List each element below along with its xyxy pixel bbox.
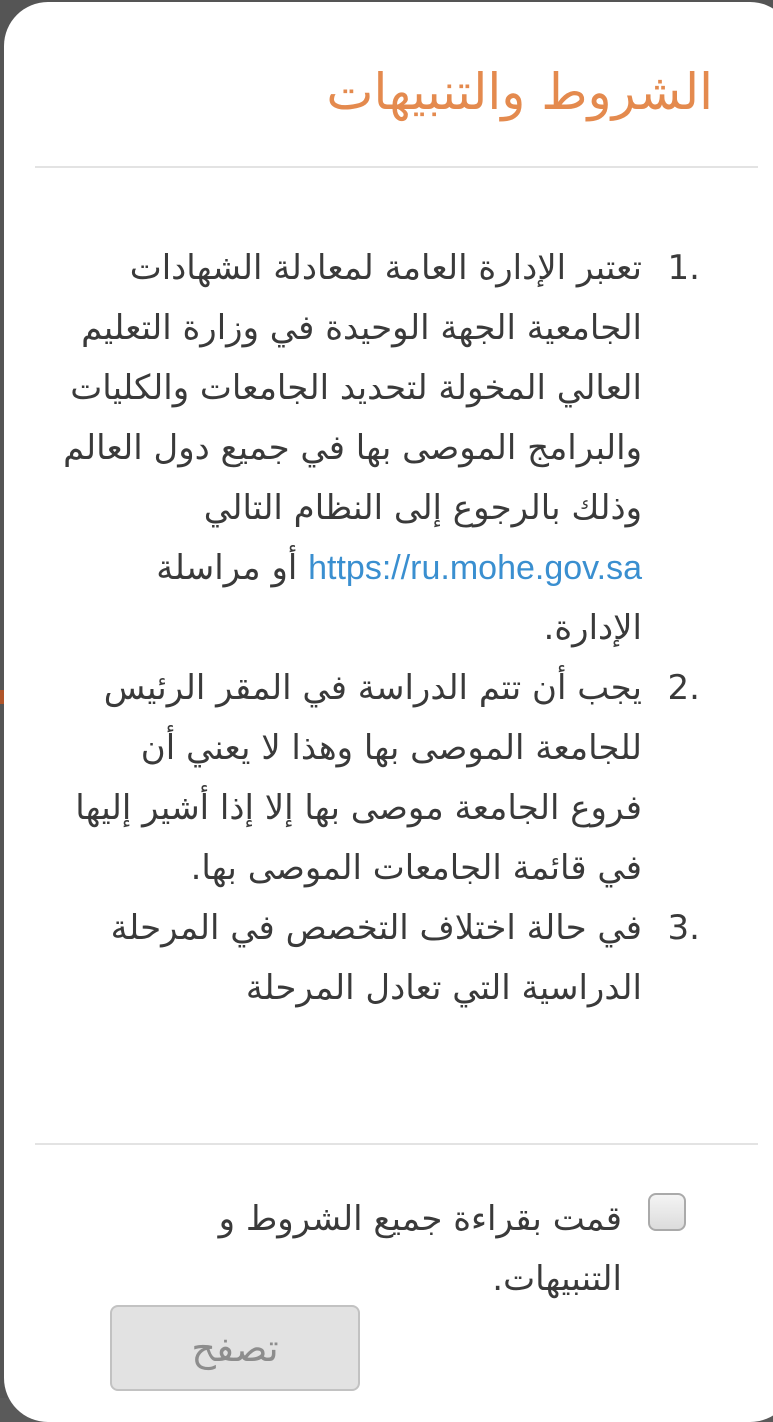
term-item-2 xyxy=(62,658,700,898)
term-number: 3. xyxy=(667,908,700,948)
mohe-ru-link[interactable]: https://ru.mohe.gov.sa xyxy=(308,549,642,587)
term-text-continued: أو مراسلة الإدارة. xyxy=(156,548,642,648)
browse-button[interactable]: تصفح xyxy=(110,1305,360,1391)
dialog-title: الشروط والتنبيهات xyxy=(326,63,713,121)
agree-row xyxy=(125,1189,685,1309)
term-text: في حالة اختلاف التخصص في المرحلة الدراسية التي تعادل المرحلة xyxy=(110,908,642,1008)
term-item-3 xyxy=(62,898,700,1018)
term-text: تعتبر الإدارة العامة لمعادلة الشهادات الجامعية الجهة الوحيدة في وزارة التعليم العالي المخولة لتحديد الجامعات والكليات والبرامج الموصى بها في جميع دول العالم وذلك بالرجوع إلى النظام التالي xyxy=(63,248,642,528)
terms-list xyxy=(62,238,700,1018)
dialog-header xyxy=(4,2,773,168)
agree-label[interactable]: قمت بقراءة جميع الشروط و التنبيهات. xyxy=(218,1199,622,1299)
terms-scroll-area[interactable] xyxy=(4,168,773,1100)
term-number: 2. xyxy=(667,668,700,708)
terms-dialog xyxy=(4,2,773,1422)
term-text: يجب أن تتم الدراسة في المقر الرئيس للجامعة الموصى بها وهذا لا يعني أن فروع الجامعة موصى بها إلا إذا أشير إليها في قائمة الجامعات الموصى بها. xyxy=(75,668,642,888)
dialog-footer xyxy=(4,1145,773,1415)
term-item-1 xyxy=(62,238,700,658)
term-number: 1. xyxy=(667,248,700,288)
agree-checkbox[interactable] xyxy=(648,1193,686,1231)
